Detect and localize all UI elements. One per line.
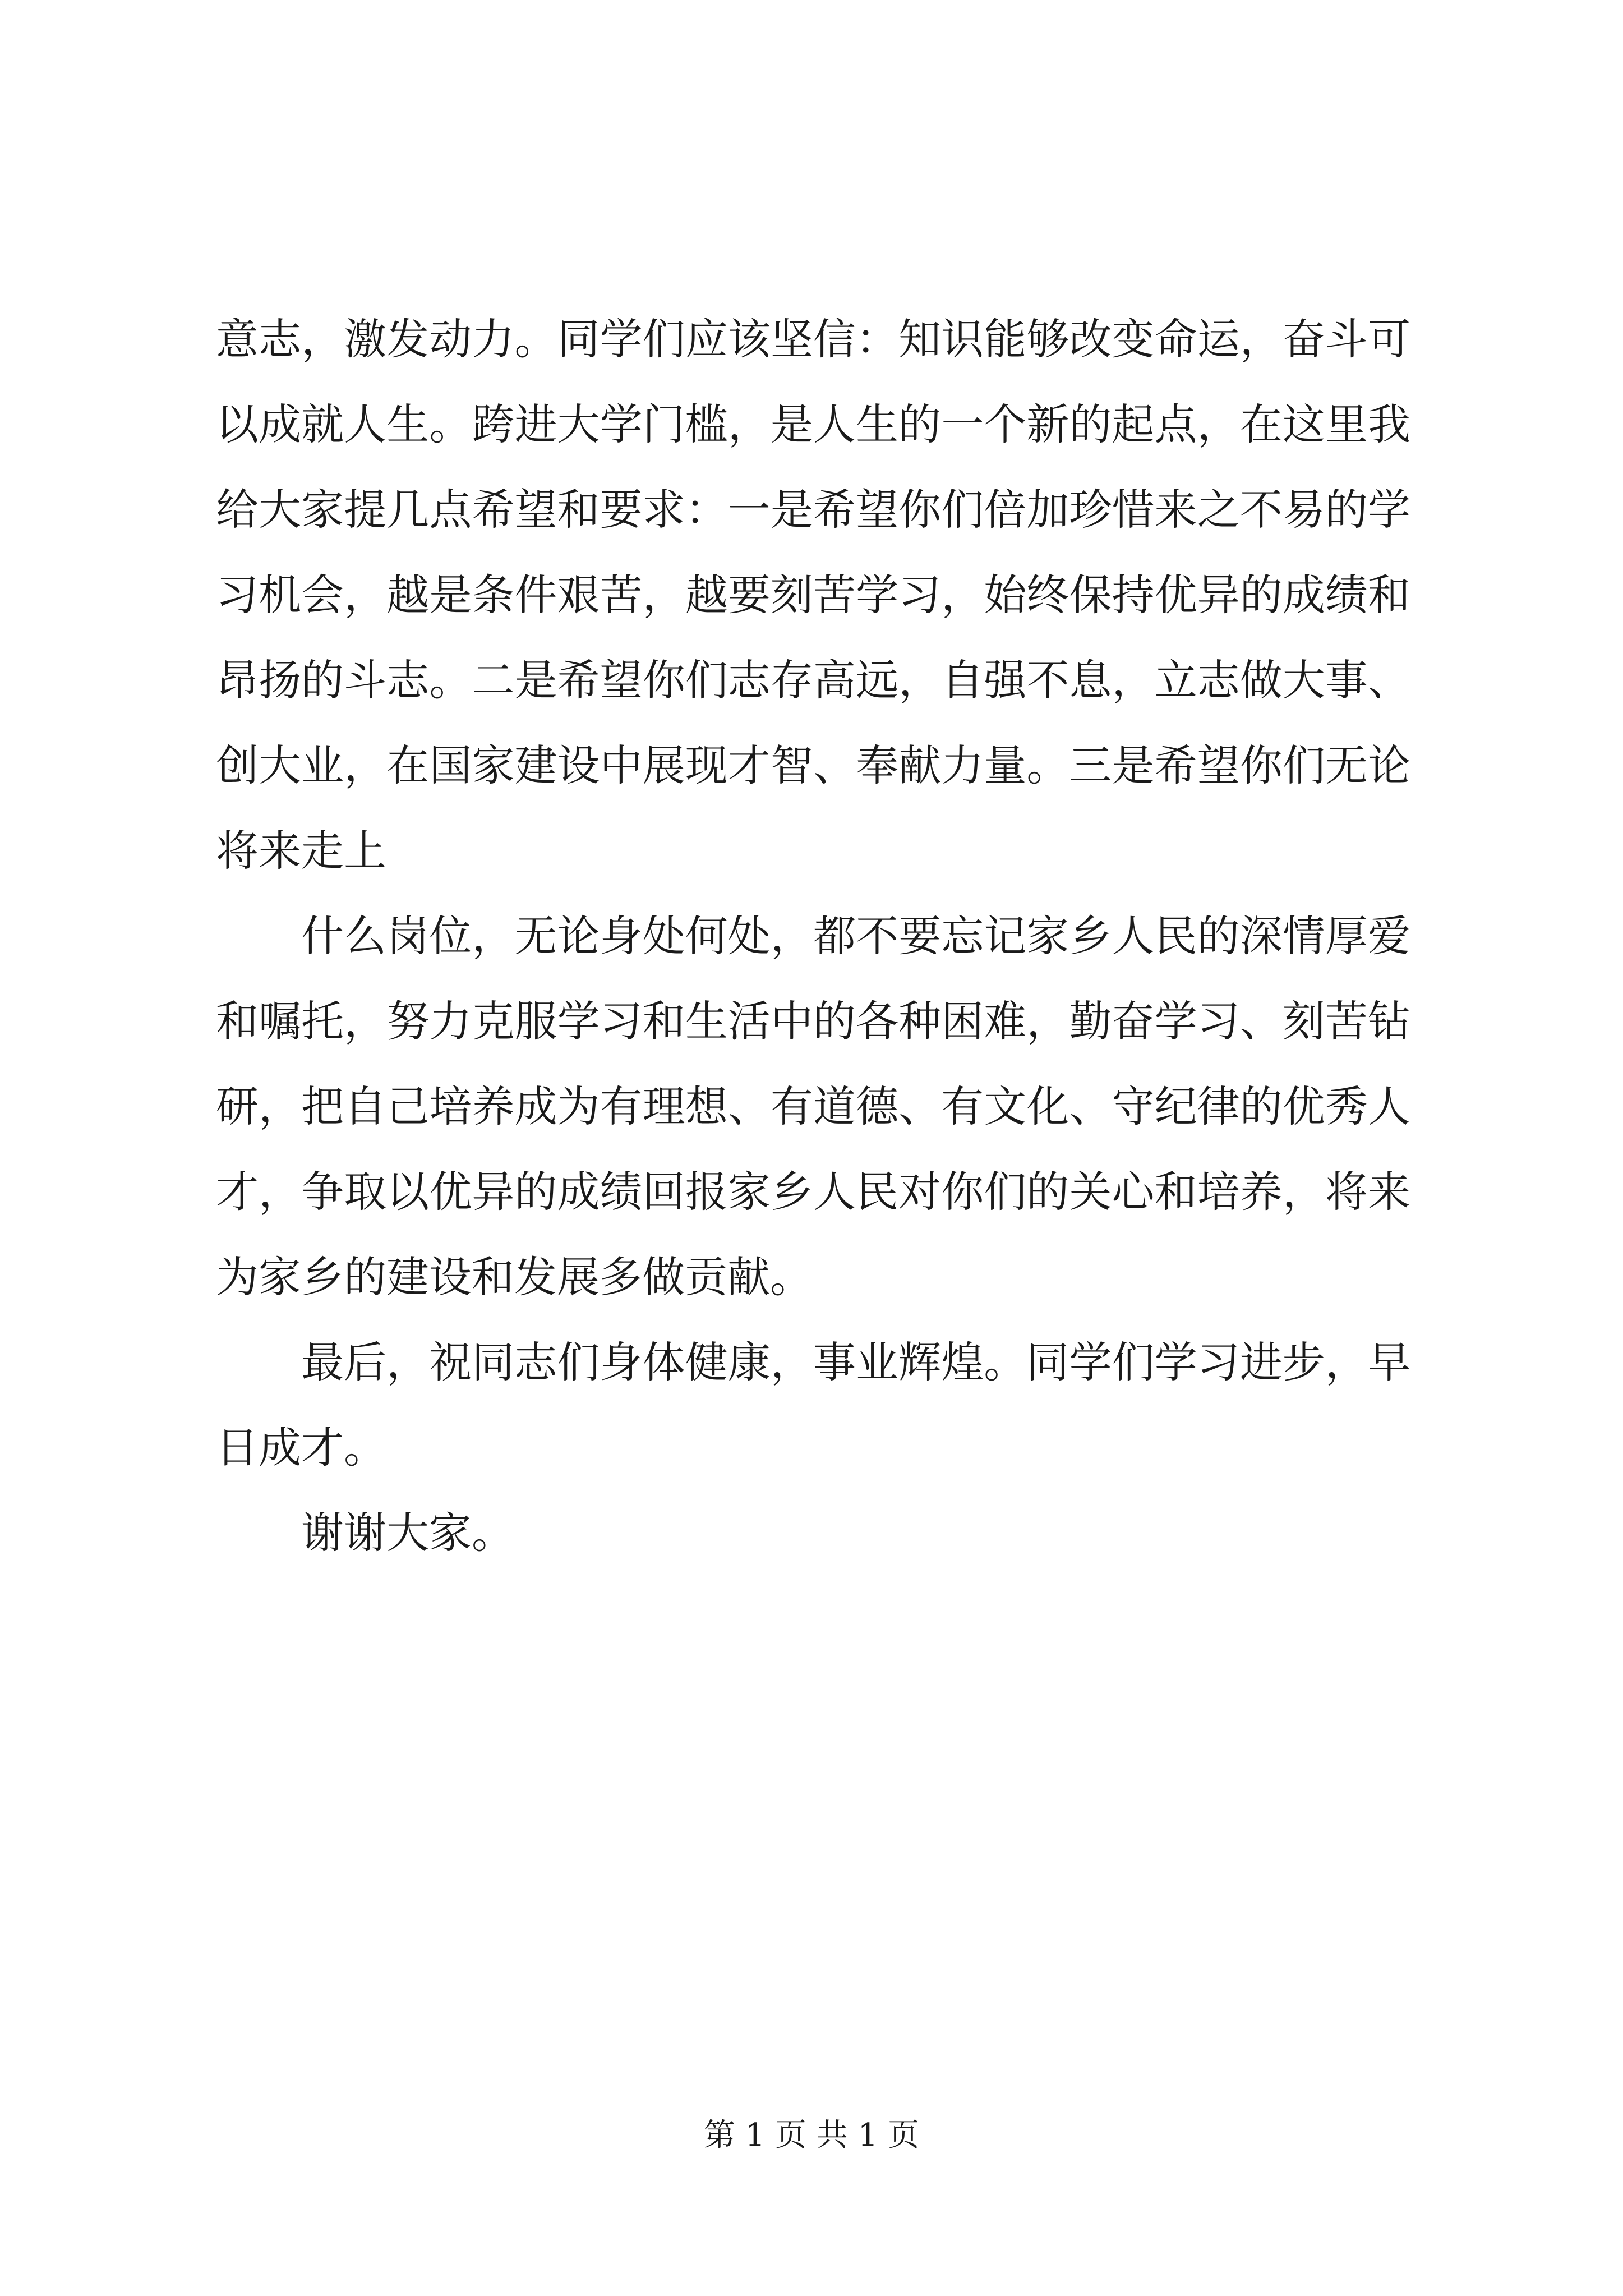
paragraph-1-line-1: 意志，激发动力。同学们应该坚信：知识能够改变命运，奋斗可 (216, 314, 1410, 364)
paragraph-2-line-2: 和嘱托，努力克服学习和生活中的各种困难，勤奋学习、刻苦钻 (216, 996, 1410, 1046)
paragraph-2-line-5: 为家乡的建设和发展多做贡献。 (216, 1252, 813, 1302)
paragraph-4-line-1: 谢谢大家。 (301, 1508, 514, 1558)
paragraph-2-line-1: 什么岗位，无论身处何处，都不要忘记家乡人民的深情厚爱 (301, 911, 1410, 961)
paragraph-1-line-7: 将来走上 (216, 826, 386, 876)
paragraph-1-line-5: 昂扬的斗志。二是希望你们志存高远，自强不息，立志做大事、 (216, 655, 1410, 705)
paragraph-3-line-1: 最后，祝同志们身体健康，事业辉煌。同学们学习进步，早 (301, 1337, 1410, 1387)
paragraph-1-line-2: 以成就人生。跨进大学门槛，是人生的一个新的起点，在这里我 (216, 399, 1410, 449)
paragraph-2-line-3: 研，把自己培养成为有理想、有道德、有文化、守纪律的优秀人 (216, 1082, 1410, 1131)
paragraph-1-line-4: 习机会，越是条件艰苦，越要刻苦学习，始终保持优异的成绩和 (216, 570, 1410, 620)
paragraph-1-line-3: 给大家提几点希望和要求：一是希望你们倍加珍惜来之不易的学 (216, 485, 1410, 535)
paragraph-2-line-4: 才，争取以优异的成绩回报家乡人民对你们的关心和培养，将来 (216, 1167, 1410, 1217)
paragraph-1-line-6: 创大业，在国家建设中展现才智、奉献力量。三是希望你们无论 (216, 740, 1410, 790)
paragraph-3-line-2: 日成才。 (216, 1423, 386, 1473)
page-footer: 第 1 页 共 1 页 (703, 2117, 920, 2154)
